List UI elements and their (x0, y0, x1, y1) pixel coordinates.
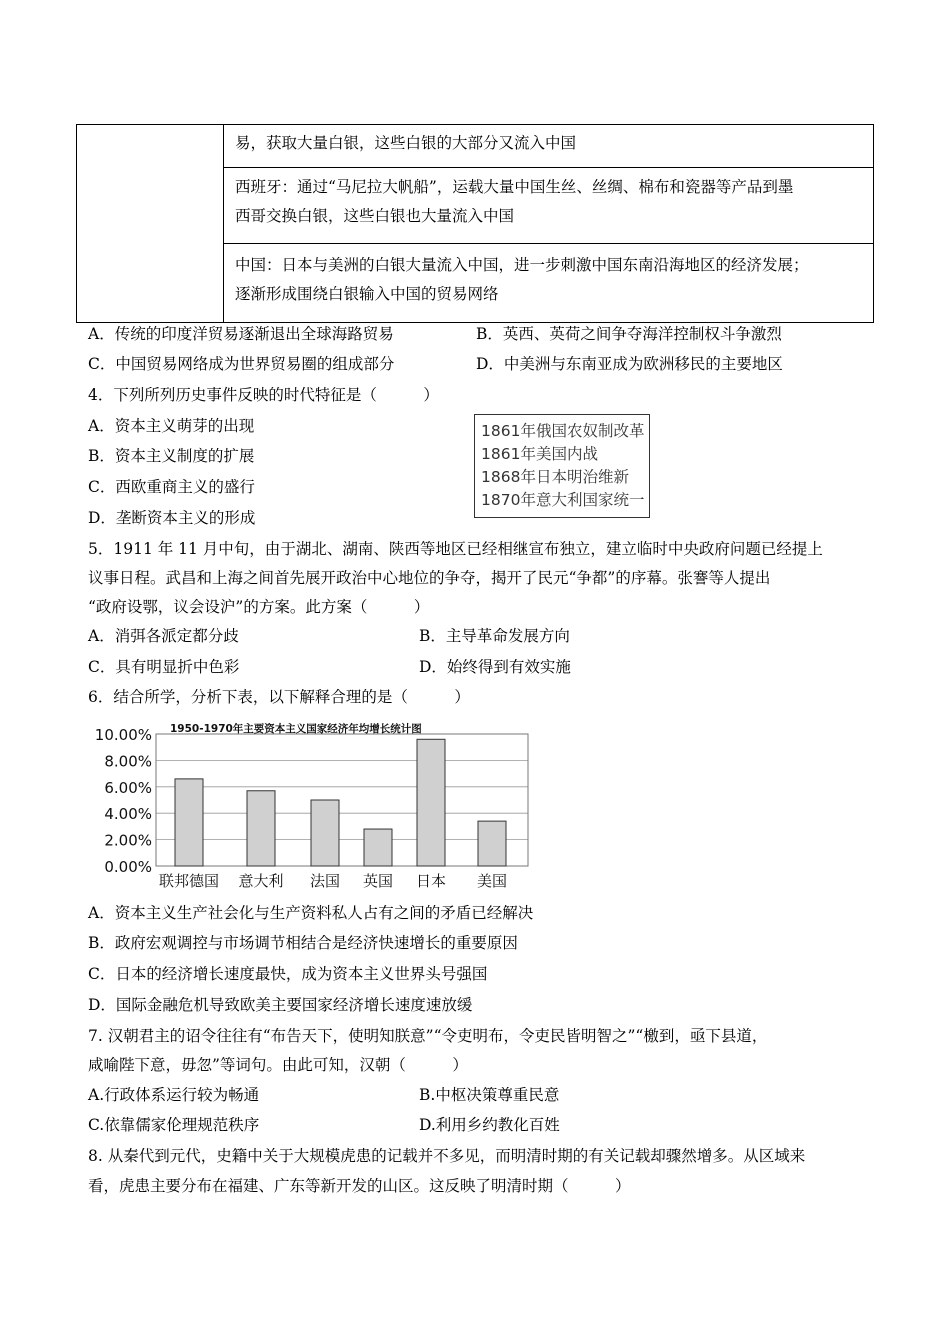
q7-option-a: A.行政体系运行较为畅通 (88, 1086, 260, 1104)
q7-stem-line1: 7. 汉朝君主的诏令往往有“布告天下，使明知朕意”“令吏明布，令吏民皆明智之”“檄到，亟下县道， (88, 1027, 768, 1045)
q4-option-b: B．资本主义制度的扩展 (88, 447, 255, 465)
q7-option-b: B.中枢决策尊重民意 (419, 1086, 560, 1104)
growth-bar-chart (90, 718, 532, 892)
q4-stem: 4．下列所列历史事件反映的时代特征是（ ） (88, 386, 439, 404)
bar-6 (478, 821, 506, 866)
history-events-box (474, 414, 650, 518)
q3-option-a: A．传统的印度洋贸易逐渐退出全球海路贸易 (88, 325, 394, 343)
q3-option-b: B．英西、英荷之间争夺海洋控制权斗争激烈 (476, 325, 782, 343)
q8-stem-line1: 8. 从秦代到元代，史籍中关于大规模虎患的记载并不多见，而明清时期的有关记载却骤然增多。从区域来 (88, 1147, 806, 1165)
table-row-divider (223, 167, 873, 168)
table-row-divider (223, 243, 873, 244)
bar-5 (417, 739, 445, 866)
table-cell-spain-line1: 西班牙：通过“马尼拉大帆船”，运载大量中国生丝、丝绸、棉布和瓷器等产品到墨 (235, 178, 794, 196)
q5-stem-line3: “政府设鄂，议会设沪”的方案。此方案（ ） (88, 598, 430, 616)
q4-option-a: A．资本主义萌芽的出现 (88, 417, 255, 435)
y-tick-label: 2.00% (104, 831, 152, 850)
q7-stem-line2: 咸喻陛下意，毋忽”等词句。由此可知，汉朝（ ） (88, 1056, 468, 1074)
q5-option-b: B．主导革命发展方向 (419, 627, 570, 645)
x-category-label: 联邦德国 (158, 872, 220, 890)
table-cell-spain-line2: 西哥交换白银，这些白银也大量流入中国 (235, 207, 515, 225)
table-cell-china-line2: 逐渐形成围绕白银输入中国的贸易网络 (235, 285, 499, 303)
x-category-label: 意大利 (238, 872, 284, 890)
x-category-label: 美国 (476, 872, 508, 890)
q3-option-d: D．中美洲与东南亚成为欧洲移民的主要地区 (476, 355, 783, 373)
y-tick-label: 10.00% (94, 726, 152, 744)
q6-option-a: A．资本主义生产社会化与生产资料私人占有之间的矛盾已经解决 (88, 904, 534, 922)
table-column-divider (223, 125, 224, 322)
event-item: 1861年美国内战 (481, 445, 598, 463)
q7-option-d: D.利用乡约教化百姓 (419, 1116, 560, 1134)
event-item: 1870年意大利国家统一 (481, 491, 645, 509)
q6-stem: 6．结合所学，分析下表，以下解释合理的是（ ） (88, 688, 470, 706)
x-category-label: 法国 (309, 872, 341, 890)
y-tick-label: 4.00% (104, 805, 152, 824)
chart-title: 1950-1970年主要资本主义国家经济年均增长统计图 (170, 723, 422, 735)
q6-option-d: D．国际金融危机导致欧美主要国家经济增长速度速放缓 (88, 996, 473, 1014)
q5-option-a: A．消弭各派定都分歧 (88, 627, 239, 645)
event-item: 1861年俄国农奴制改革 (481, 422, 645, 440)
bar-1 (175, 779, 203, 866)
q6-option-c: C．日本的经济增长速度最快，成为资本主义世界头号强国 (88, 965, 488, 983)
q5-stem-line2: 议事日程。武昌和上海之间首先展开政治中心地位的争夺，揭开了民元“争都”的序幕。张謇等人提出 (88, 569, 771, 587)
q5-stem-line1: 5．1911 年 11 月中旬，由于湖北、湖南、陕西等地区已经相继宣布独立，建立临时中央政府问题已经提上 (88, 540, 823, 558)
q7-option-c: C.依靠儒家伦理规范秩序 (88, 1116, 260, 1134)
x-category-label: 英国 (362, 872, 394, 890)
silver-trade-table (76, 124, 874, 323)
bar-4 (364, 829, 392, 866)
y-tick-label: 0.00% (104, 858, 152, 876)
q4-option-c: C．西欧重商主义的盛行 (88, 478, 255, 496)
y-tick-label: 8.00% (104, 752, 152, 771)
table-cell-japan: 易，获取大量白银，这些白银的大部分又流入中国 (235, 134, 577, 152)
q5-option-d: D．始终得到有效实施 (419, 658, 571, 676)
bar-3 (311, 800, 339, 866)
event-item: 1868年日本明治维新 (481, 468, 629, 486)
q4-option-d: D．垄断资本主义的形成 (88, 509, 256, 527)
x-category-label: 日本 (415, 872, 447, 890)
q5-option-c: C．具有明显折中色彩 (88, 658, 240, 676)
q8-stem-line2: 看，虎患主要分布在福建、广东等新开发的山区。这反映了明清时期（ ） (88, 1177, 631, 1195)
q3-option-c: C．中国贸易网络成为世界贸易圈的组成部分 (88, 355, 395, 373)
q6-option-b: B．政府宏观调控与市场调节相结合是经济快速增长的重要原因 (88, 934, 518, 952)
bar-2 (247, 791, 275, 866)
table-cell-china-line1: 中国：日本与美洲的白银大量流入中国，进一步刺激中国东南沿海地区的经济发展； (235, 256, 809, 274)
y-tick-label: 6.00% (104, 778, 152, 797)
